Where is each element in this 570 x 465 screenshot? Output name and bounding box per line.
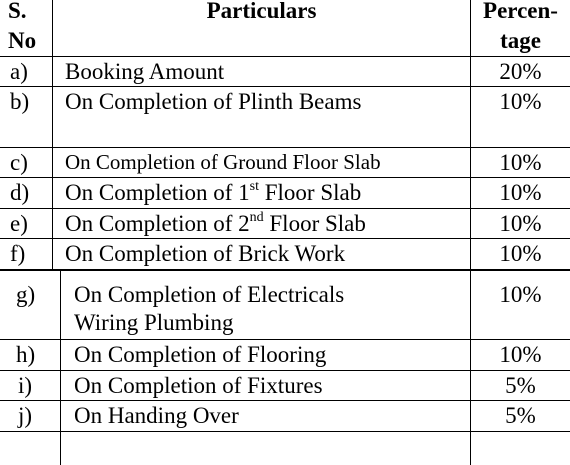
row-d-particular-pre: On Completion of 1 bbox=[65, 180, 250, 205]
header-percentage-line2: tage bbox=[500, 28, 541, 53]
row-c-particular: On Completion of Ground Floor Slab bbox=[65, 150, 381, 174]
row-b-particular: On Completion of Plinth Beams bbox=[65, 89, 362, 114]
row-b-percentage: 10% bbox=[499, 89, 542, 114]
row-d-particular-post: Floor Slab bbox=[258, 180, 362, 205]
row-c-sno: c) bbox=[10, 150, 28, 175]
row-d-particular bbox=[65, 180, 361, 205]
header-percentage-line1: Percen- bbox=[483, 0, 558, 23]
row-j-particular: On Handing Over bbox=[74, 403, 239, 428]
header-sno-line1: S. bbox=[8, 0, 27, 23]
row-d-particular-sup: st bbox=[249, 179, 259, 195]
row-g-percentage: 10% bbox=[499, 282, 542, 307]
row-f-sno: f) bbox=[10, 241, 26, 266]
row-e-particular-sup: nd bbox=[249, 210, 264, 226]
row-e-particular bbox=[65, 211, 366, 236]
row-g-particular-line2: Wiring Plumbing bbox=[74, 310, 234, 335]
rule-e-bottom bbox=[0, 238, 570, 239]
row-j-percentage: 5% bbox=[505, 403, 536, 428]
col-rule-1-upper bbox=[52, 0, 53, 270]
header-sno-line2: No bbox=[8, 28, 37, 53]
rule-d-bottom bbox=[0, 208, 570, 209]
row-c-percentage: 10% bbox=[499, 150, 542, 175]
row-f-particular: On Completion of Brick Work bbox=[65, 241, 346, 266]
row-i-sno: i) bbox=[18, 373, 33, 398]
row-a-sno: a) bbox=[10, 59, 28, 84]
row-a-particular: Booking Amount bbox=[65, 59, 225, 84]
col-rule-1-lower bbox=[60, 270, 61, 465]
row-e-particular-pre: On Completion of 2 bbox=[65, 211, 250, 236]
row-g-particular-line1: On Completion of Electricals bbox=[74, 282, 345, 307]
row-e-sno: e) bbox=[10, 211, 28, 236]
row-e-percentage: 10% bbox=[499, 211, 542, 236]
row-g-sno: g) bbox=[16, 282, 36, 307]
rule-h-bottom bbox=[0, 370, 570, 371]
row-a-percentage: 20% bbox=[499, 59, 542, 84]
row-h-sno: h) bbox=[16, 342, 36, 367]
row-b-sno: b) bbox=[10, 89, 30, 114]
rule-j-bottom bbox=[0, 431, 570, 432]
row-i-particular: On Completion of Fixtures bbox=[74, 373, 323, 398]
row-d-sno: d) bbox=[10, 180, 30, 205]
rule-c-bottom bbox=[0, 177, 570, 178]
row-h-percentage: 10% bbox=[499, 342, 542, 367]
rule-a-bottom bbox=[0, 86, 570, 87]
row-e-particular-post: Floor Slab bbox=[263, 211, 366, 236]
header-particulars: Particulars bbox=[206, 0, 317, 23]
rule-header-bottom bbox=[0, 56, 570, 57]
row-j-sno: j) bbox=[18, 403, 33, 428]
row-h-particular: On Completion of Flooring bbox=[74, 342, 327, 367]
rule-f-bottom bbox=[0, 269, 570, 271]
row-f-percentage: 10% bbox=[499, 241, 542, 266]
rule-g-bottom bbox=[0, 339, 570, 340]
row-d-percentage: 10% bbox=[499, 180, 542, 205]
rule-b-bottom bbox=[0, 147, 570, 148]
rule-i-bottom bbox=[0, 400, 570, 401]
row-i-percentage: 5% bbox=[505, 373, 536, 398]
